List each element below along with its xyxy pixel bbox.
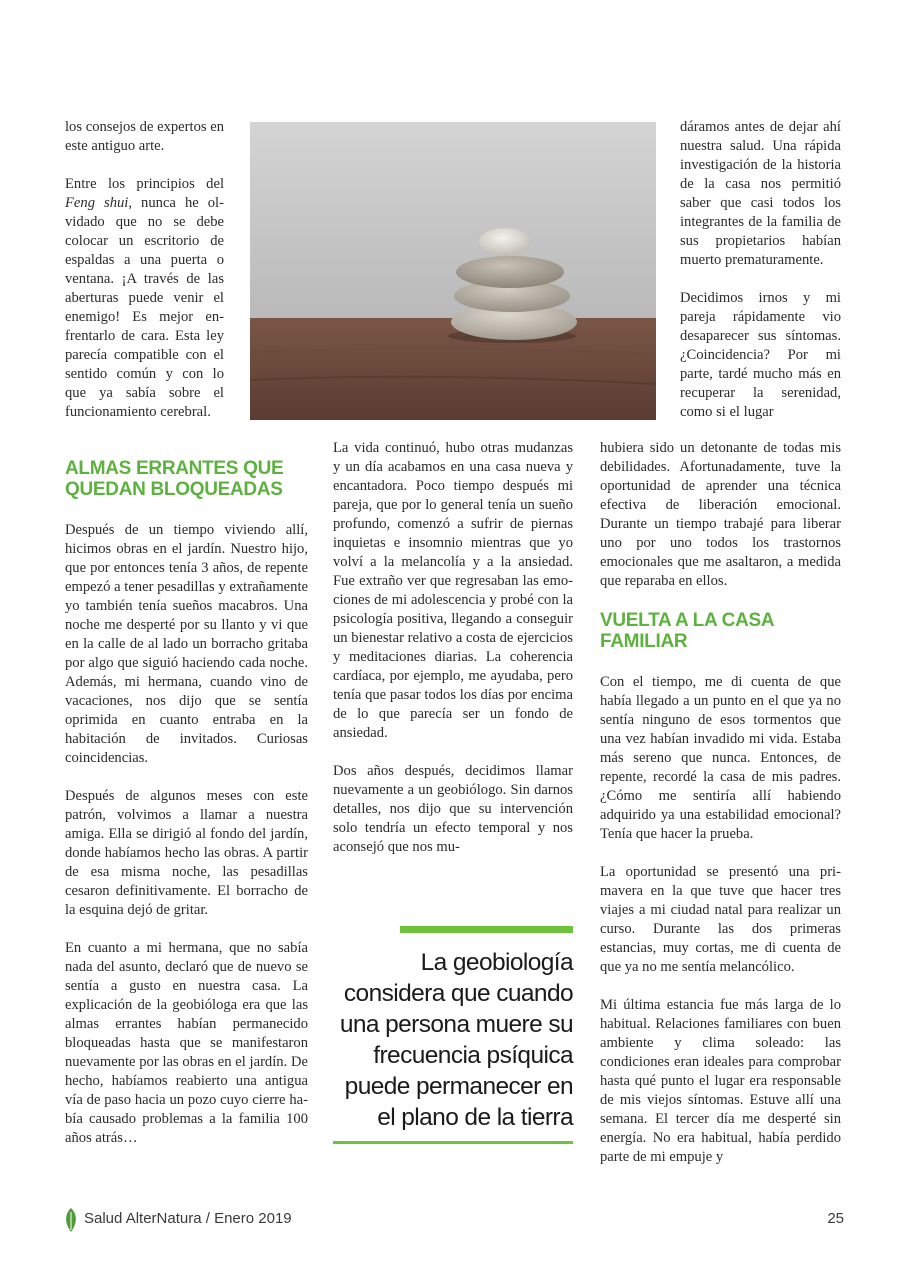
paragraph: Después de algunos meses con este patrón, volvimos a llamar a nuestra amiga. Ella se dirigió al fondo del jardín, donde habíamos hecho las obras. A partir de esa misma noche, las pesadillas cesaron definitivamente. El borracho de la esquina dejó de gritar. — [65, 788, 308, 918]
paragraph: En cuanto a mi hermana, que no sabía nada del asunto, declaró que de nuevo se sentía a gusto en nuestra casa. La explicación de la geobióloga era que las almas errantes habían permanecido bloqueadas hasta que se manifestaron nuevamente por las obras en el jardín. De hecho, habíamos reabierto una antigua vía de paso hacia un pozo cuyo cierre había causado problemas a la familia 100 años atrás… — [65, 940, 308, 1146]
stacked-stones-photo — [250, 122, 656, 420]
paragraph: los consejos de expertos en este antiguo arte. — [65, 119, 224, 154]
paragraph: Mi última estancia fue más larga de lo habitual. Relaciones familiares con buen ambiente y clima soleado: las condiciones eran ideales para comprobar hasta qué punto el lugar era responsable de mis viejos síntomas. Estuve allí una semana. El tercer día me desperté sin energía. No era habitual, había perdido parte de mi empuje y — [600, 997, 841, 1165]
column-left-top — [65, 118, 224, 422]
paragraph: Con el tiempo, me di cuenta de que había llegado a un punto en el que ya no sentía ninguno de esos tormentos que una vez habían invadido mi vida. Estaba más sereno que nunca. Entonces, de repente, recordé la casa de mis padres. ¿Cómo me sentiría allí habiendo adquirido ya una estabilidad emocional? Tenía que hacer la prueba. — [600, 674, 841, 842]
leaf-logo-icon — [64, 1208, 78, 1232]
paragraph — [65, 175, 224, 422]
column-right — [600, 439, 841, 1167]
paragraph: Después de un tiempo viviendo allí, hicimos obras en el jardín. Nuestro hijo, que por entonces tenía 3 años, de repente empezó a tener pesadillas y extrañamente yo también tenía sueños macabros. Una noche me desperté por su llanto y vi que en la calle de al lado un borracho gritaba por algo que siguió haciendo cada noche. Además, mi hermana, cuando vino de vacaciones, nos dijo que se sentía oprimida en cuanto entraba en la habitación de invitados. Curiosas coincidencias. — [65, 522, 308, 766]
stones-image — [250, 122, 656, 420]
paragraph: Dos años después, decidimos llamar nuevamente a un geobiólogo. Sin darnos detalles, nos dijo que su intervención solo tendría un efecto temporal y nos aconsejó que nos mu- — [333, 763, 573, 855]
italic-term: Feng shui — [65, 195, 129, 211]
column-middle — [333, 439, 573, 857]
paragraph: Decidimos irnos y mi pareja rápidamente vio desaparecer sus síntomas. ¿Coincidencia? Por mi parte, tardé mucho más en recuperar la serenidad, como si el lugar — [680, 290, 841, 420]
pull-quote-text: La geobiología considera que cuando una persona muere su frecuencia psíquica puede permanecer en el plano de la tierra — [339, 949, 573, 1131]
pull-quote-top-bar — [400, 926, 573, 933]
column-left — [65, 458, 308, 1148]
column-right-top — [680, 118, 841, 422]
pull-quote-bottom-bar — [333, 1141, 573, 1144]
page-number: 25 — [827, 1210, 844, 1227]
page-footer — [64, 1208, 844, 1232]
paragraph: La oportunidad se presentó una primavera en la que tuve que hacer tres viajes a mi ciudad natal para realizar un curso. Durante las dos primeras estancias, muy cortas, me di cuenta de que ya no me sentía melancólico. — [600, 864, 841, 975]
text-run: , nunca he olvidado que no se debe colocar un escritorio de espaldas a una puerta o ventana. ¡A través de las aberturas puede venir el enemigo! Es mejor enfrentarlo de cara. Esta ley parecía compatible con el sentido común y con lo que ya sabía sobre el funcionamiento cerebral. — [65, 195, 224, 420]
text-run: Entre los principios del — [65, 176, 224, 192]
paragraph: hubiera sido un detonante de todas mis debilidades. Afortunadamente, tuve la oportunidad de aprender una técnica efectiva de liberación emocional. Durante un tiempo trabajé para liberar uno por uno todos los trastornos emocionales que me asaltaron, a medida que reparaba en ellos. — [600, 440, 841, 589]
paragraph: La vida continuó, hubo otras mudanzas y un día acabamos en una casa nueva y encantadora. Poco tiempo después mi pareja, que por lo general tenía un sueño profundo, comenzó a sufrir de piernas inquietas e insomnio mientras que yo volví a la melancolía y a la ansiedad. Fue extraño ver que regresaban las emociones de mi adolescencia y probé con la psicología positiva, llegando a conseguir un bienestar relativo a costa de ejercicios y meditaciones diarias. La coherencia cardíaca, por ejemplo, me ayudaba, pero tenía que pasar todos los días por encima de lo que parecía ser un fondo de ansiedad. — [333, 440, 573, 741]
footer-brand: Salud AlterNatura / Enero 2019 — [84, 1210, 292, 1227]
paragraph: dáramos antes de dejar ahí nuestra salud. Una rápida investigación de la historia de la casa nos permitió saber que casi todos los integrantes de la familia de sus propietarios habían muerto prematuramente. — [680, 119, 841, 268]
section-heading: ALMAS ERRANTES QUE QUEDAN BLOQUEADAS — [65, 458, 284, 500]
section-heading: VUELTA A LA CASA FAMILIAR — [600, 610, 774, 652]
pull-quote — [333, 926, 573, 1144]
